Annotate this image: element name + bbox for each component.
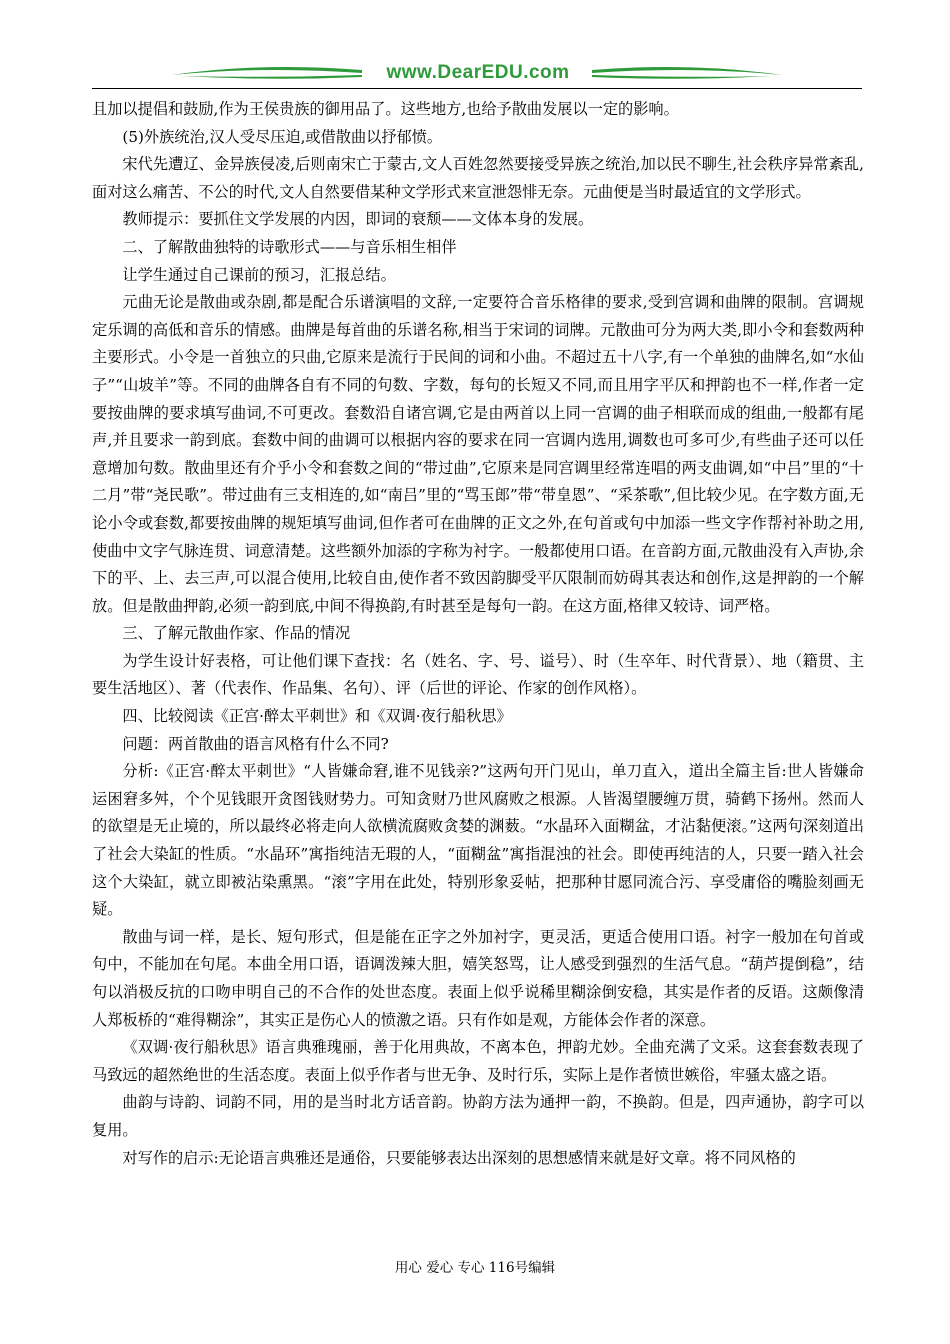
document-body — [92, 96, 864, 1172]
paragraph: 散曲与词一样，是长、短句形式，但是能在正字之外加衬字，更灵活，更适合使用口语。衬字一般加在句首或句中，不能加在句尾。本曲全用口语，语调泼辣大胆，嬉笑怒骂，让人感受到强烈的生活气息。“葫芦提倒稳”，结句以消极反抗的口吻申明自己的不合作的处世态度。表面上似乎说稀里糊涂倒安稳，其实是作者的反语。这颇像清人郑板桥的“难得糊涂”，其实正是伤心人的愤激之语。只有作如是观，方能体会作者的深意。 — [92, 927, 864, 1029]
paragraph: 为学生设计好表格，可让他们课下查找：名（姓名、字、号、谥号）、时（生卒年、时代背景）、地（籍贯、主要生活地区）、著（代表作、作品集、名句）、评（后世的评论、作家的创作风格）。 — [92, 651, 864, 698]
paragraph: 二、了解散曲独特的诗歌形式——与音乐相生相伴 — [122, 237, 457, 256]
page-footer: 用心 爱心 专心 116号编辑 — [394, 1260, 556, 1276]
paragraph: 教师提示：要抓住文学发展的内因，即词的衰颓——文体本身的发展。 — [122, 210, 594, 229]
paragraph: 《双调·夜行船秋思》语言典雅瑰丽，善于化用典故，不离本色，押韵尤妙。全曲充满了文采。这套套数表现了马致远的超然绝世的生活态度。表面上似乎作者与世无争、及时行乐，实际上是作者愤世嫉俗，牢骚太盛之语。 — [92, 1038, 864, 1084]
paragraph: (5)外族统治,汉人受尽压迫,或借散曲以抒郁愤。 — [122, 127, 443, 146]
paragraph: 元曲无论是散曲或杂剧,都是配合乐谱演唱的文辞,一定要符合音乐格律的要求,受到宫调和曲牌的限制。宫调规定乐调的高低和音乐的情感。曲牌是每首曲的乐谱名称,相当于宋词的词牌。元散曲可分为两大类,即小令和套数两种主要形式。小令是一首独立的只曲,它原来是流行于民间的词和小曲。不超过五十八字,有一个单独的曲牌名,如“水仙子”“山坡羊”等。不同的曲牌各自有不同的句数、字数，每句的长短又不同,而且用字平仄和押韵也不一样,作者一定要按曲牌的要求填写曲词,不可更改。套数沿自诸宫调,它是由两首以上同一宫调的曲子相联而成的组曲,一般都有尾声,并且要求一韵到底。套数中间的曲调可以根据内容的要求在同一宫调内选用,调数也可多可少,有些曲子还可以任意增加句数。散曲里还有介乎小令和套数之间的“带过曲”,它原来是同宫调里经常连唱的两支曲调,如“中吕”里的“十二月”带“尧民歌”。带过曲有三支相连的,如“南吕”里的“骂玉郎”带“带皇恩”、“采茶歌”,但比较少见。在字数方面,无论小令或套数,都要按曲牌的规矩填写曲词,但作者可在曲牌的正文之外,在句首或句中加添一些文字作帮衬补助之用,使曲中文字气脉连贯、词意清楚。这些额外加添的字称为衬字。一般都使用口语。在音韵方面,元散曲没有入声协,余下的平、上、去三声,可以混合使用,比较自由,使作者不致因韵脚受平仄限制而妨碍其表达和创作,这是押韵的一个解放。但是散曲押韵,必须一韵到底,中间不得换韵,有时甚至是每句一韵。在这方面,格律又较诗、词严格。 — [92, 293, 864, 615]
paragraph: 且加以提倡和鼓励,作为王侯贵族的御用品了。这些地方,也给予散曲发展以一定的影响。 — [92, 100, 679, 118]
paragraph: 分析:《正宫·醉太平刺世》“人皆嫌命窘,谁不见钱亲?”这两句开门见山，单刀直入，道出全篇主旨:世人皆嫌命运困窘多舛，个个见钱眼开贪图钱财势力。可知贪财乃世风腐败之根源。人皆渴望腰缠万贯，骑鹤下扬州。然而人的欲望是无止境的，所以最终必将走向人欲横流腐败贪婪的渊薮。“水晶环入面糊盆，才沾黏便滚。”这两句深刻道出了社会大染缸的性质。“水晶环”寓指纯洁无瑕的人，“面糊盆”寓指混浊的社会。即使再纯洁的人，只要一踏入社会这个大染缸，就立即被沾染熏黑。“滚”字用在此处，特别形象妥帖，把那种甘愿同流合污、享受庸俗的嘴脸刻画无疑。 — [92, 762, 864, 919]
paragraph: 让学生通过自己课前的预习，汇报总结。 — [122, 265, 396, 284]
paragraph: 四、比较阅读《正宫·醉太平刺世》和《双调·夜行船秋思》 — [122, 707, 512, 726]
paragraph: 三、了解元散曲作家、作品的情况 — [122, 624, 351, 643]
paragraph: 问题：两首散曲的语言风格有什么不同? — [122, 734, 389, 753]
site-url-logo[interactable]: www.DearEDU.com — [386, 62, 570, 83]
site-header-banner — [92, 58, 864, 90]
paragraph: 曲韵与诗韵、词韵不同，用的是当时北方话音韵。协韵方法为通押一韵，不换韵。但是，四声通协，韵字可以复用。 — [92, 1093, 864, 1139]
header-divider — [92, 88, 862, 89]
paragraph: 对写作的启示:无论语言典雅还是通俗，只要能够表达出深刻的思想感情来就是好文章。将不同风格的 — [122, 1148, 796, 1167]
paragraph: 宋代先遭辽、金异族侵凌,后则南宋亡于蒙古,文人百姓忽然要接受异族之统治,加以民不聊生,社会秩序异常紊乱,面对这么痛苦、不公的时代,文人自然要借某种文学形式来宣泄怨悱无奈。元曲便是当时最适宜的文学形式。 — [92, 155, 864, 201]
